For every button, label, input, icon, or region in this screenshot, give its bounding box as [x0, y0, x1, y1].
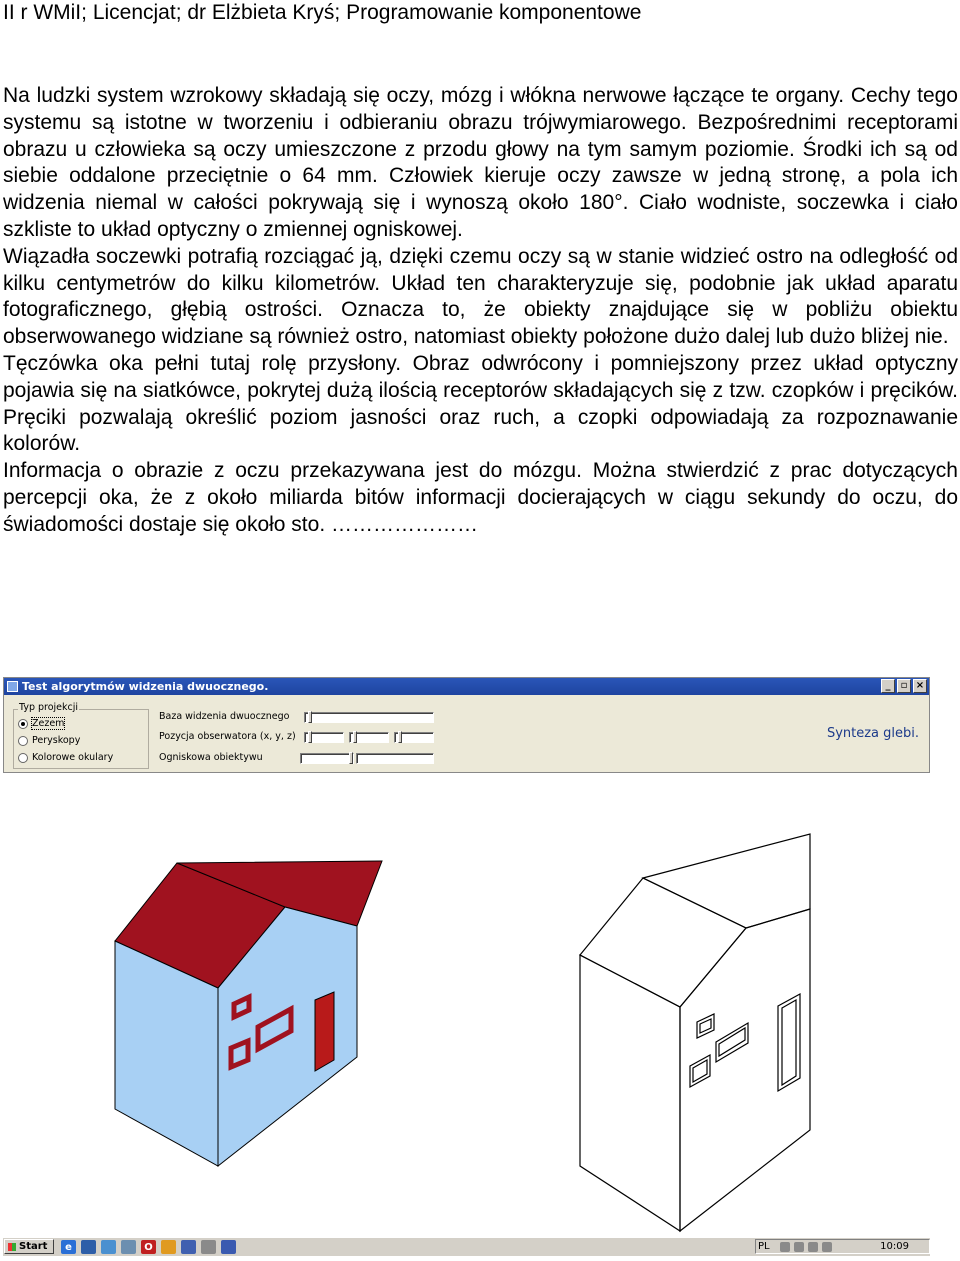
tray-speaker-icon[interactable]	[822, 1242, 832, 1252]
paragraph: Informacja o obrazie z oczu przekazywana jest do mózgu. Można stwierdzić z prac dotyczących percepcji oka, że z około miliarda bitów informacji docierających w ciągu sekundy do oczu, do świadomości dostaje się około sto. …………………	[3, 459, 958, 536]
radio-label: Zezem	[32, 718, 65, 729]
slider-thumb[interactable]	[349, 752, 353, 764]
app-task-icon[interactable]	[221, 1240, 236, 1254]
internet-explorer-icon[interactable]: e	[61, 1240, 76, 1254]
focal-label: Ogniskowa obiektywu	[159, 752, 263, 763]
observer-z-slider[interactable]	[394, 732, 434, 743]
save-icon[interactable]	[181, 1240, 196, 1254]
firefox-icon[interactable]	[161, 1240, 176, 1254]
radio-button[interactable]	[18, 736, 28, 746]
observer-label: Pozycja obserwatora (x, y, z)	[159, 731, 296, 742]
focal-slider-a[interactable]	[300, 753, 354, 764]
paragraph: Tęczówka oka pełni tutaj rolę przysłony. Obraz odwrócony i pomniejszony przez układ optyczny pojawia się na siatkówce, pokrytej dużą ilością receptorów składających się z tzw. czopków i pręcików. Pręciki pozwalają określić poziom jasności oraz ruch, a czopki odpowiadają za rozpoznawanie kolorów.	[3, 351, 958, 456]
slider-thumb[interactable]	[308, 731, 312, 743]
minimize-button[interactable]: _	[881, 679, 895, 693]
slider-thumb[interactable]	[353, 731, 357, 743]
close-button[interactable]: ×	[913, 679, 927, 693]
radio-zezem[interactable]	[18, 718, 64, 729]
app-icon	[7, 681, 18, 692]
wireframe-house	[580, 834, 810, 1231]
colored-house	[115, 861, 382, 1166]
tray-volume-icon[interactable]	[808, 1242, 818, 1252]
window-title: Test algorytmów widzenia dwuocznego.	[22, 680, 269, 693]
maximize-button[interactable]: ▫	[897, 679, 911, 693]
slider-thumb[interactable]	[398, 731, 402, 743]
radio-peryskopy[interactable]	[18, 735, 80, 746]
house-window-low	[231, 1041, 248, 1067]
network-icon[interactable]	[121, 1240, 136, 1254]
radio-label: Peryskopy	[32, 735, 81, 746]
wire-wall-front	[580, 955, 680, 1231]
radio-button[interactable]	[18, 719, 28, 729]
base-label: Baza widzenia dwuocznego	[159, 711, 290, 722]
radio-button[interactable]	[18, 753, 28, 763]
document-body	[3, 83, 958, 539]
media-player-icon[interactable]	[101, 1240, 116, 1254]
base-slider[interactable]	[304, 712, 434, 723]
tray-network-icon[interactable]	[794, 1242, 804, 1252]
app-window	[3, 677, 930, 773]
projection-group-title: Typ projekcji	[19, 702, 79, 713]
window-titlebar[interactable]	[4, 678, 929, 695]
render-canvas	[3, 773, 930, 1238]
desktop-icon[interactable]	[81, 1240, 96, 1254]
tray-chevron-icon[interactable]	[780, 1242, 790, 1252]
observer-y-slider[interactable]	[349, 732, 389, 743]
radio-kolorowe-okulary[interactable]	[18, 752, 113, 763]
paragraph: Na ludzki system wzrokowy składają się oczy, mózg i włókna nerwowe łączące te organy. Cechy tego systemu są istotne w tworzeniu i odbieraniu obrazu trójwymiarowego. Bezpośrednimi receptorami obrazu u człowieka są oczy umieszczone z przodu głowy na tym samym poziomie. Środki ich są od siebie oddalone przeciętnie o 64 mm. Człowiek kieruje oczy zawsze w jedną stronę, a pola ich widzenia niemal w całości pokrywają się i wynoszą około 180°. Ciało wodniste, soczewka i ciało szkliste to układ optyczny o zmiennej ogniskowej.	[3, 84, 958, 241]
tools-icon[interactable]	[201, 1240, 216, 1254]
focal-slider-b[interactable]	[356, 753, 434, 764]
language-indicator[interactable]: PL	[758, 1241, 770, 1252]
system-tray	[755, 1239, 930, 1254]
wire-door-inner	[782, 1000, 796, 1085]
start-button[interactable]: Start	[4, 1239, 54, 1254]
projection-groupbox	[13, 702, 149, 769]
wire-roof-right	[643, 834, 810, 928]
slider-thumb[interactable]	[308, 711, 312, 723]
wire-wall-side	[680, 909, 810, 1231]
paragraph: Wiązadła soczewki potrafią rozciągać ją, dzięki czemu oczy są w stanie widzieć ostro na odległość od kilku centymetrów do kilku kilometrów. Układ ten charakteryzuje się, podobnie jak układ aparatu fotograficznego, głębią ostrości. Oznacza to, że obiekty znajdujące się w pobliżu obiektu obserwowanego widziane są również ostro, natomiast obiekty położone dużo dalej lub dużo bliżej nie.	[3, 244, 958, 349]
house-door	[315, 992, 334, 1071]
synth-label[interactable]: Synteza glebi.	[826, 726, 919, 741]
opera-icon[interactable]: O	[141, 1240, 156, 1254]
wire-window-small-inner	[700, 1019, 711, 1033]
clock[interactable]: 10:09	[880, 1241, 909, 1252]
taskbar	[3, 1237, 930, 1256]
observer-x-slider[interactable]	[304, 732, 344, 743]
wire-roof-left	[580, 878, 746, 1007]
wire-door	[778, 994, 800, 1091]
document-header: II r WMiI; Licencjat; dr Elżbieta Kryś; Programowanie komponentowe	[3, 1, 642, 24]
radio-label: Kolorowe okulary	[32, 752, 114, 763]
